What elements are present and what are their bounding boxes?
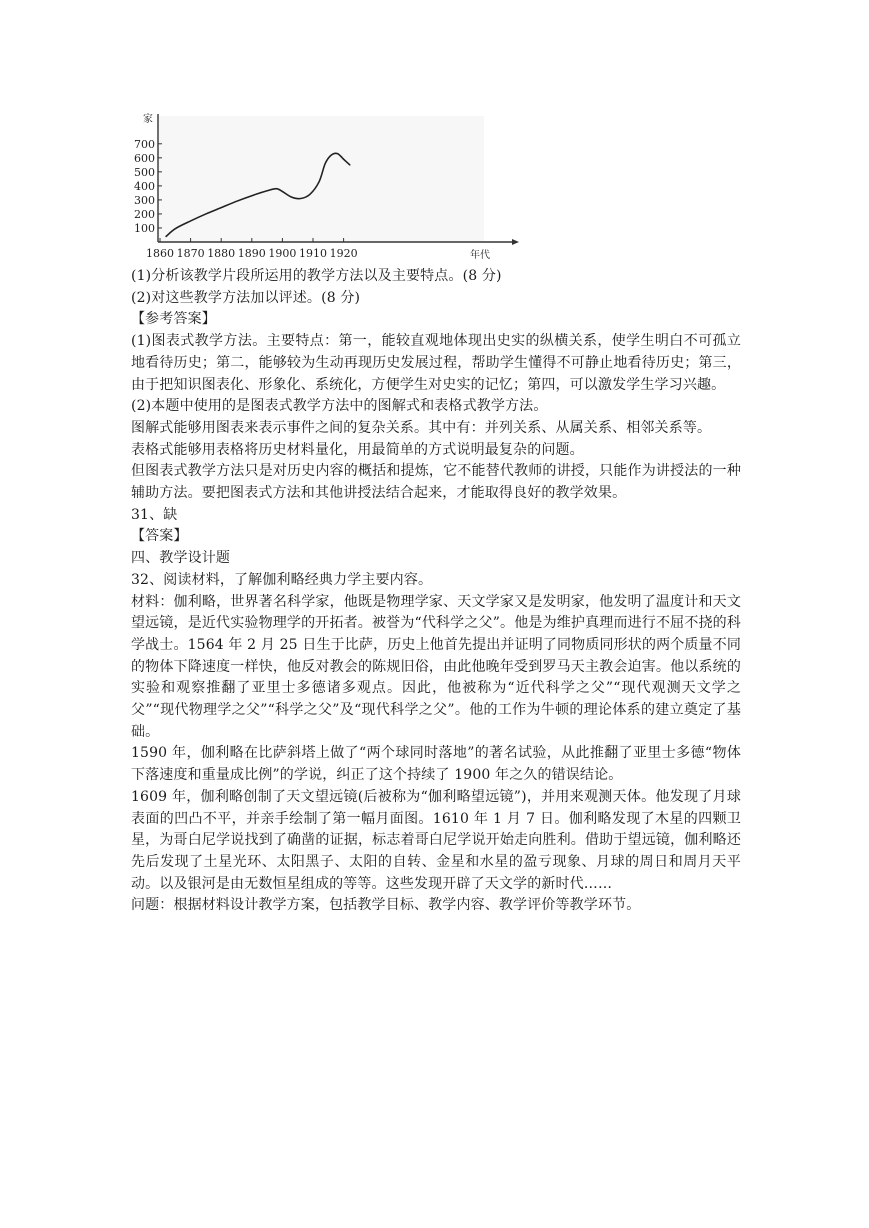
y-tick-label: 500 bbox=[134, 165, 155, 179]
answer-heading: 【答案】 bbox=[131, 528, 188, 545]
y-tick-label: 300 bbox=[134, 193, 155, 207]
y-tick-label: 400 bbox=[134, 179, 155, 193]
answer-part-1: (1)图表式教学方法。主要特点：第一，能较直观地体现出史实的纵横关系，使学生明白不可孤立地看待历史；第二，能够较为生动再现历史发展过程，帮助学生懂得不可静止地看待历史；第三，由于把知识图表化、形象化、系统化，方便学生对史实的记忆；第四，可以激发学生学习兴趣。 bbox=[131, 333, 741, 393]
x-tick-label: 1860 bbox=[146, 247, 174, 260]
question-31: 31、缺 bbox=[131, 506, 178, 523]
x-tick-label: 1870 bbox=[176, 247, 205, 260]
y-tick-label: 200 bbox=[134, 207, 155, 221]
question-2: (2)对这些教学方法加以评述。(8 分) bbox=[131, 289, 361, 306]
chart-background bbox=[159, 116, 484, 241]
answer-diagram-method: 图解式能够用图表来表示事件之间的复杂关系。其中有：并列关系、从属关系、相邻关系等。 bbox=[131, 419, 712, 436]
line-chart-svg bbox=[128, 108, 520, 268]
x-axis-arrow bbox=[512, 239, 519, 245]
material-1609: 1609 年，伽利略创制了天文望远镜(后被称为“伽利略望远镜”)，并用来观测天体。他发现了月球表面的凹凸不平，并亲手绘制了第一幅月面图。1610 年 1 月 7 日。伽利略发现了木星的四颗卫星，为哥白尼学说找到了确凿的证据，标志着哥白尼学说开始走向胜利。借助于望远镜，伽利略还先后发现了土星光环、太阳黑子、太阳的自转、金星和水星的盈亏现象、月球的周日和周月天平动。以及银河是由无数恒星组成的等等。这些发现开辟了天文学的新时代…… bbox=[131, 788, 741, 892]
answer-table-method: 表格式能够用表格将历史材料量化，用最简单的方式说明最复杂的问题。 bbox=[131, 441, 584, 458]
x-tick-label: 1890 bbox=[237, 247, 266, 260]
material-1590: 1590 年，伽利略在比萨斜塔上做了“两个球同时落地”的著名试验，从此推翻了亚里士多德“物体下落速度和重量成比例”的学说，纠正了这个持续了 1900 年之久的错误结论。 bbox=[131, 745, 741, 784]
x-tick-label: 1880 bbox=[207, 247, 236, 260]
y-tick-label: 700 bbox=[134, 137, 155, 151]
x-tick-label: 1900 bbox=[268, 247, 297, 260]
design-question: 问题：根据材料设计教学方案，包括教学目标、教学内容、教学评价等教学环节。 bbox=[131, 897, 641, 914]
population-chart bbox=[128, 108, 520, 268]
x-axis-label: 年代 bbox=[470, 250, 490, 261]
question-1: (1)分析该教学片段所运用的教学方法以及主要特点。(8 分) bbox=[131, 268, 502, 284]
reference-answer-heading: 【参考答案】 bbox=[131, 311, 216, 328]
y-tick-label: 100 bbox=[134, 221, 155, 235]
document-body bbox=[131, 266, 741, 917]
material-paragraph: 材料：伽利略，世界著名科学家，他既是物理学家、天文学家又是发明家，他发明了温度计和天文望远镜，是近代实验物理学的开拓者。被誉为“代科学之父”。他是为维护真理而进行不屈不挠的科学战士。1564 年 2 月 25 日生于比萨，历史上他首先提出并证明了同物质同形状的两个质量不同的物体下降速度一样快，他反对教会的陈规旧俗，由此他晚年受到罗马天主教会迫害。他以系统的实验和观察推翻了亚里士多德诸多观点。因此，他被称为“近代科学之父”“现代观测天文学之父”“现代物理学之父”“科学之父”及“现代科学之父”。他的工作为牛顿的理论体系的建立奠定了基础。 bbox=[131, 593, 741, 740]
x-tick-label: 1920 bbox=[329, 247, 358, 260]
answer-part-2: (2)本题中使用的是图表式教学方法中的图解式和表格式教学方法。 bbox=[131, 398, 548, 415]
answer-summary: 但图表式教学方法只是对历史内容的概括和提炼，它不能替代教师的讲授，只能作为讲授法的一种辅助方法。要把图表式方法和其他讲授法结合起来，才能取得良好的教学效果。 bbox=[131, 463, 741, 502]
y-axis-label: 家 bbox=[143, 114, 153, 125]
x-tick-label: 1910 bbox=[299, 247, 327, 260]
question-32: 32、阅读材料，了解伽利略经典力学主要内容。 bbox=[131, 571, 433, 588]
y-tick-label: 600 bbox=[134, 151, 155, 165]
section-heading-4: 四、教学设计题 bbox=[131, 550, 231, 567]
